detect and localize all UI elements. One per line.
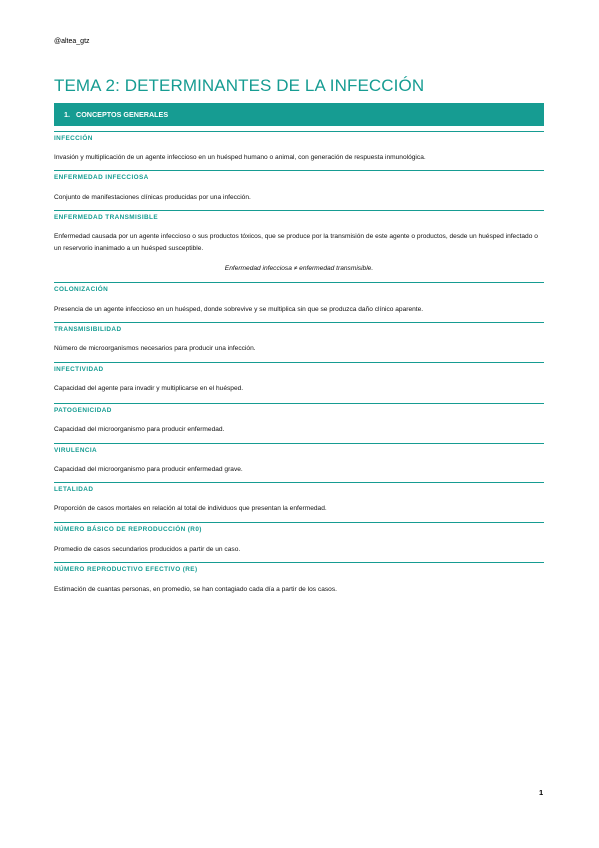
term-definition: Capacidad del agente para invadir y multiplicarse en el huésped. [54, 385, 244, 392]
divider-line [54, 282, 544, 283]
term-heading: ENFERMEDAD INFECCIOSA [54, 174, 149, 181]
divider-line [54, 443, 544, 444]
term-heading: VIRULENCIA [54, 447, 98, 454]
divider-line [54, 562, 544, 563]
term-heading: INFECTIVIDAD [54, 366, 104, 373]
header-username: @altea_gtz [54, 38, 90, 45]
divider-line [54, 170, 544, 171]
term-heading: INFECCIÓN [54, 135, 93, 142]
page-title: TEMA 2: DETERMINANTES DE LA INFECCIÓN [54, 76, 425, 95]
term-heading: COLONIZACIÓN [54, 286, 109, 293]
term-heading: ENFERMEDAD TRANSMISIBLE [54, 214, 158, 221]
page-number: 1 [539, 788, 544, 797]
term-heading: NÚMERO REPRODUCTIVO EFECTIVO (RE) [54, 566, 198, 573]
section-number: 1. [64, 110, 70, 119]
divider-line [54, 322, 544, 323]
term-definition: Enfermedad causada por un agente infeccioso o sus productos tóxicos, que se produce por la transmisión de este agente o productos, desde un huésped infectado o un reservorio inanimado a un huésped susceptible. [54, 233, 538, 252]
term-heading: LETALIDAD [54, 486, 94, 493]
term-definition: Estimación de cuantas personas, en promedio, se han contagiado cada día a partir de los casos. [54, 586, 337, 593]
divider-line [54, 210, 544, 211]
divider-line [54, 482, 544, 483]
term-heading: TRANSMISIBILIDAD [54, 326, 122, 333]
term-heading: NÚMERO BÁSICO DE REPRODUCCIÓN (R0) [54, 526, 202, 533]
divider-line [54, 131, 544, 132]
term-definition: Número de microorganismos necesarios para producir una infección. [54, 345, 256, 352]
term-definition: Capacidad del microorganismo para producir enfermedad grave. [54, 466, 243, 473]
divider-line [54, 362, 544, 363]
section-label: CONCEPTOS GENERALES [76, 110, 169, 119]
section-header-bar [54, 103, 544, 126]
divider-line [54, 403, 544, 404]
term-definition: Invasión y multiplicación de un agente infeccioso en un huésped humano o animal, con generación de respuesta inmunológica. [54, 154, 426, 161]
term-note: Enfermedad infecciosa ≠ enfermedad transmisible. [224, 265, 374, 272]
term-definition: Proporción de casos mortales en relación al total de individuos que presentan la enfermedad. [54, 505, 327, 512]
term-definition: Conjunto de manifestaciones clínicas producidas por una infección. [54, 194, 251, 201]
term-heading: PATOGENICIDAD [54, 407, 112, 414]
term-definition: Capacidad del microorganismo para producir enfermedad. [54, 426, 225, 433]
term-definition: Presencia de un agente infeccioso en un huésped, donde sobrevive y se multiplica sin que se produzca daño clínico aparente. [54, 306, 424, 313]
term-definition: Promedio de casos secundarios producidos a partir de un caso. [54, 546, 241, 553]
divider-line [54, 522, 544, 523]
